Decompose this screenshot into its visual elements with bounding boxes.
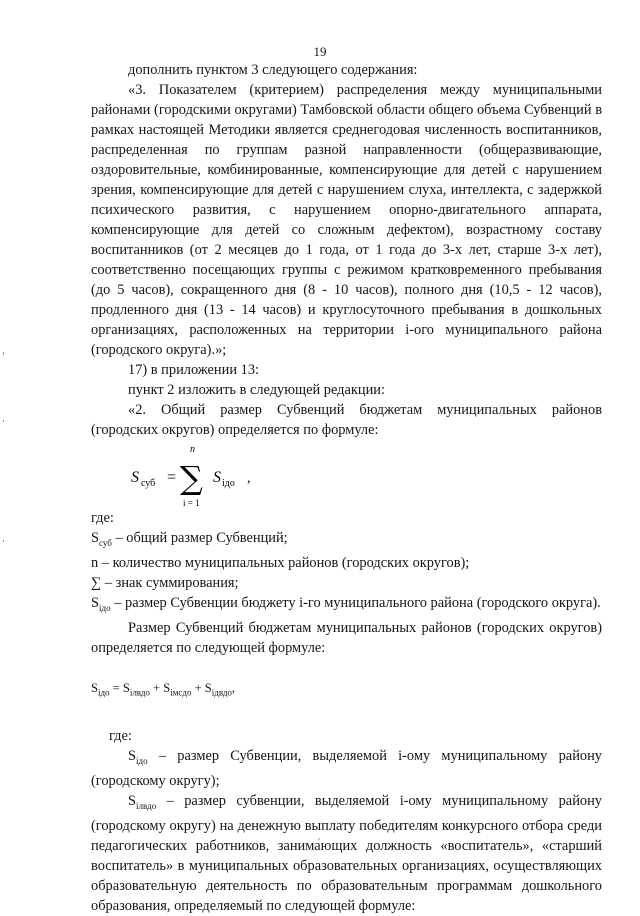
text-line: дополнить пунктом 3 следующего содержания:	[128, 62, 418, 78]
definition-s-ilvdo: $S_{iлвдо}$ – размер субвенции, выделяемой i-ому муниципальному району (городскому округу) на денежную выплату победителям конкурсного отбора среди педагогических работников, занимающих должность «воспитатель», «старший воспитатель» в муниципальных образовательных организациях, осуществляющих образовательную деятельность по образовательным программам дошкольного образования, определяемый по следующей формуле:	[91, 793, 602, 914]
page-number: 19	[313, 44, 327, 59]
summation-formula	[121, 440, 281, 508]
formula-lower-limit: i = 1	[183, 498, 200, 508]
formula-subvention-components: $S_{iдо} = S_{iлвдо} + S_{iмсдо} + S_{iдвдо}$,	[91, 680, 236, 698]
formula-equals: =	[167, 469, 177, 486]
formula-lhs: S	[131, 469, 139, 486]
formula-term-sub: iдо	[222, 478, 235, 489]
formula-upper-limit: n	[190, 444, 195, 455]
document-body	[91, 60, 602, 916]
formula-term: S	[213, 469, 221, 486]
paragraph-subvention-size: Размер Субвенций бюджетам муниципальных районов (городских округов) определяется по следующей формуле:	[91, 619, 602, 656]
definition-s-ido: $S_{iдо}$ – размер Субвенции бюджету i-го муниципального района (городского округа).	[91, 594, 601, 613]
scan-artifact	[3, 420, 4, 422]
where-label: где:	[109, 728, 132, 745]
formula-total-subvention	[91, 440, 602, 508]
paragraph-total-subvention: «2. Общий размер Субвенций бюджетам муниципальных районов (городских округов) определяется по формуле:	[91, 402, 602, 438]
formula-tail: ,	[247, 471, 251, 486]
definition-sum: ∑ – знак суммирования;	[91, 574, 239, 591]
formula-lhs-sub: суб	[141, 478, 156, 489]
where-label: где:	[91, 510, 114, 526]
scan-artifact	[3, 352, 4, 355]
definition-s-sub: $S_{суб}$ – общий размер Субвенций;	[91, 530, 288, 548]
scan-artifact	[3, 540, 4, 542]
sigma-symbol: ∑	[180, 459, 203, 497]
definition-s-ido-2: $S_{iдо}$ – размер Субвенции, выделяемой i-ому муниципальному району (городскому округу);	[91, 748, 602, 790]
text-line: пункт 2 изложить в следующей редакции:	[128, 382, 385, 398]
paragraph-indicator-criteria: «3. Показателем (критерием) распределения между муниципальными районами (городскими округами) Тамбовской области общего объема Субвенций в рамках настоящей Методики является среднегодовая численность воспитанников, распределенная по группам разной направленности (общеразвивающие, оздоровительные, комбинированные, компенсирующие для детей с нарушением зрения, компенсирующие для детей с нарушением слуха, интеллекта, с задержкой психического развития, с нарушением опорно-двигательного аппарата, компенсирующие для детей со сложным дефектом), возрастному составу воспитанников (от 2 месяцев до 1 года, от 1 года до 3-х лет, старше 3-х лет), соответственно посещающих группы с режимом кратковременного пребывания (до 5 часов), сокращенного дня (8 - 10 часов), полного дня (10,5 - 12 часов), продленного дня (13 - 14 часов) и круглосуточного пребывания в дошкольных организациях, расположенных на территории i-ого муниципального района (городского округа).»;	[91, 82, 602, 358]
text-line: 17) в приложении 13:	[128, 362, 260, 378]
definition-n: n – количество муниципальных районов (городских округов);	[91, 554, 470, 571]
